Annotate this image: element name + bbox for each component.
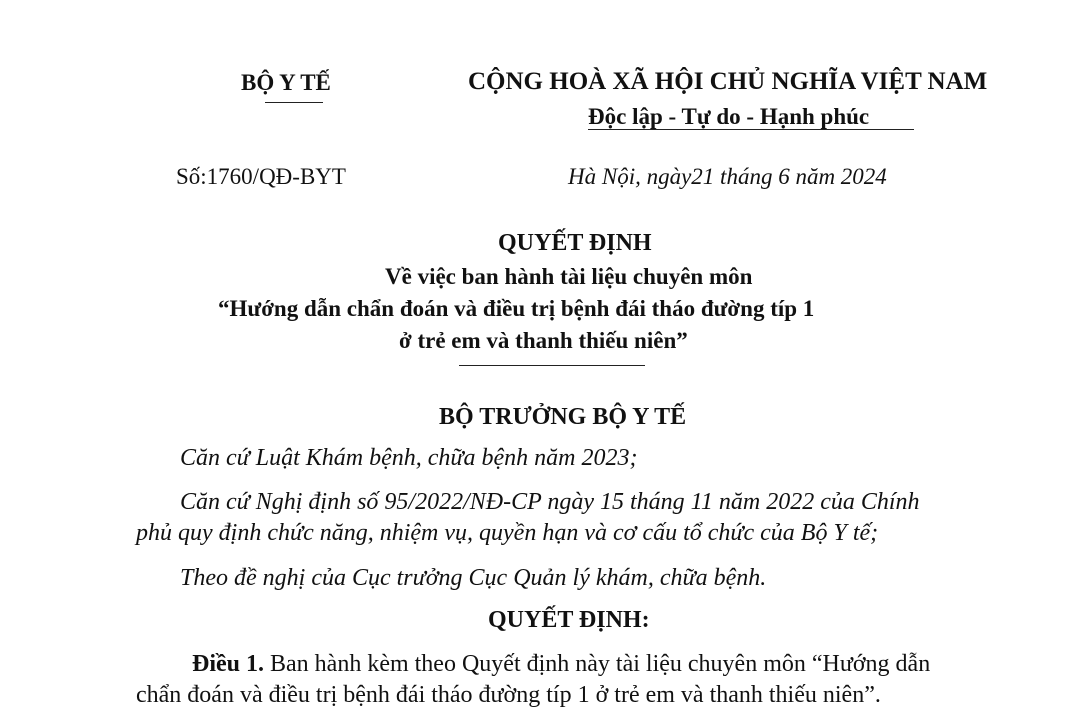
agency-name: BỘ Y TẾ bbox=[241, 70, 331, 95]
subject-line-1: Về việc ban hành tài liệu chuyên môn bbox=[385, 264, 753, 289]
agency-underline bbox=[265, 102, 323, 103]
issuing-authority: BỘ TRƯỞNG BỘ Y TẾ bbox=[439, 404, 687, 430]
country-name: CỘNG HOÀ XÃ HỘI CHỦ NGHĨA VIỆT NAM bbox=[468, 68, 988, 95]
place-and-date: Hà Nội, ngày21 tháng 6 năm 2024 bbox=[568, 164, 887, 189]
motto-underline bbox=[588, 129, 914, 130]
title-underline bbox=[459, 365, 645, 366]
legal-basis-3: Theo đề nghị của Cục trưởng Cục Quản lý khám, chữa bệnh. bbox=[180, 565, 767, 591]
article-1-line-2: chẩn đoán và điều trị bệnh đái tháo đường típ 1 ở trẻ em và thanh thiếu niên”. bbox=[136, 682, 881, 708]
article-1-line-1 bbox=[192, 651, 930, 678]
legal-basis-1: Căn cứ Luật Khám bệnh, chữa bệnh năm 2023; bbox=[180, 445, 638, 471]
subject-line-2: “Hướng dẫn chẩn đoán và điều trị bệnh đái tháo đường típ 1 bbox=[218, 296, 815, 321]
legal-basis-2-line-2: phủ quy định chức năng, nhiệm vụ, quyền hạn và cơ cấu tổ chức của Bộ Y tế; bbox=[136, 520, 879, 546]
legal-basis-2-line-1: Căn cứ Nghị định số 95/2022/NĐ-CP ngày 15 tháng 11 năm 2022 của Chính bbox=[180, 489, 920, 515]
national-motto: Độc lập - Tự do - Hạnh phúc bbox=[588, 104, 870, 129]
document-number: Số:1760/QĐ-BYT bbox=[176, 164, 346, 189]
subject-line-3: ở trẻ em và thanh thiếu niên” bbox=[399, 328, 688, 353]
document-type-heading: QUYẾT ĐỊNH bbox=[498, 230, 652, 256]
article-1-text-part-1: Ban hành kèm theo Quyết định này tài liệu chuyên môn “Hướng dẫn bbox=[264, 651, 931, 677]
article-1-label: Điều 1. bbox=[192, 651, 264, 677]
decision-heading: QUYẾT ĐỊNH: bbox=[488, 607, 650, 633]
